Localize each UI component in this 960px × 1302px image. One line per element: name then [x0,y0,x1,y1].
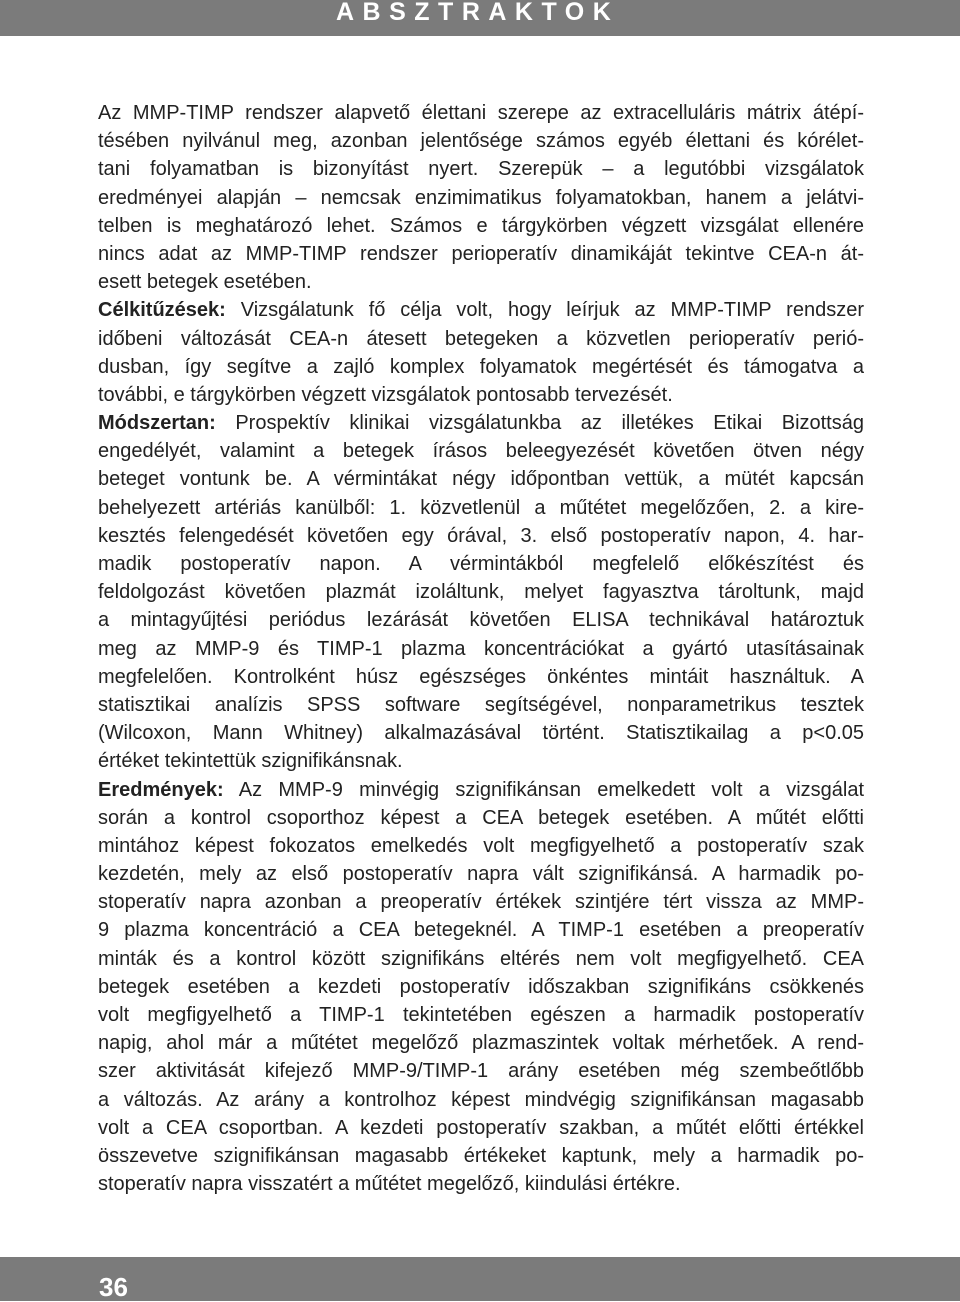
text-line: dusban, így segítve a zajló komplex folyamatok megértését és támogatva a [98,355,864,378]
text-line: madik postoperatív napon. A vérmintákból megfelelő előkészítést és [98,553,864,575]
text-line: meg az MMP-9 és TIMP-1 plazma koncentrációkat a gyártó utasításainak [98,637,864,660]
text-line: további, e tárgykörben végzett vizsgálatok pontosabb tervezését. [98,383,673,406]
text-line: mintához képest fokozatos emelkedés volt megfigyelhető a postoperatív szak [98,834,864,857]
text-line: statisztikai analízis SPSS software segítségével, nonparametrikus tesztek [98,693,864,716]
text-line: stoperatív napra azonban a preoperatív értékek szintjére tért vissza az MMP- [98,891,864,914]
text-line: Az MMP-TIMP rendszer alapvető élettani szerepe az extracelluláris mátrix átépí- [98,102,864,124]
text-line: beteget vontunk be. A vérmintákat négy időpontban vettük, a mütét kapcsán [98,468,864,491]
text-line [98,776,864,804]
methods-heading: Módszertan: [98,412,216,435]
text-run: Vizsgálatunk fő célja volt, hogy leírjuk az MMP-TIMP rendszer [225,299,864,322]
text-line: minták és a kontrol között szignifikáns eltérés nem volt megfigyelhető. CEA [98,947,864,970]
text-line: során a kontrol csoporthoz képest a CEA betegek esetében. A műtét előtti [98,806,864,829]
intro-paragraph [98,99,864,296]
footer-band [0,1257,960,1301]
text-run: Prospektív klinikai vizsgálatunkba az illetékes Etikai Bizottság [215,412,864,435]
text-line: időbeni változását CEA-n átesett betegeken a közvetlen perioperatív perió- [98,327,864,350]
text-line: engedélyét, valamint a betegek írásos beleegyezését követően ötven négy [98,440,864,463]
text-line: betegek esetében a kezdeti postoperatív időszakban szignifikáns csökkenés [98,975,864,998]
text-line: értéket tekintettük szignifikánsnak. [98,750,403,773]
text-line: feldolgozást követően plazmát izoláltunk, melyet fagyasztva tároltunk, majd [98,581,864,604]
text-line: kesztés felengedését követően egy órával, 3. első postoperatív napon, 4. har- [98,524,864,547]
text-line: esett betegek esetében. [98,271,312,294]
abstract-body [98,99,864,1198]
text-line: tésében nyilvánul meg, azonban jelentősége számos egyéb élettani és kórélet- [98,130,864,153]
text-line: összevetve szignifikánsan magasabb értékeket kaptunk, mely a harmadik po- [98,1144,864,1167]
text-line [98,409,864,437]
text-line: szer aktivitását kifejező MMP-9/TIMP-1 arány esetében még szembeőtlőbb [98,1060,864,1083]
text-run: Az MMP-9 minvégig szignifikánsan emelkedett volt a vizsgálat [223,778,864,801]
text-line: eredményei alapján – nemcsak enzimimatikus folyamatokban, hanem a jelátvi- [98,186,864,209]
text-line: telben is meghatározó lehet. Számos e tárgykörben végzett vizsgálat ellenére [98,214,864,237]
results-heading: Eredmények: [98,778,224,801]
section-title: ABSZTRAKTOK [336,0,620,26]
text-line: volt a CEA csoportban. A kezdeti postoperatív szakban, a műtét előtti értékkel [98,1116,864,1139]
text-line: nincs adat az MMP-TIMP rendszer perioperatív dinamikáját tekintve CEA-n át- [98,242,864,265]
text-line: kezdetén, mely az első postoperatív napra vált szignifikánsá. A harmadik po- [98,863,864,886]
text-line: a változás. Az arány a kontrolhoz képest mindvégig szignifikánsan magasabb [98,1088,864,1111]
text-line: stoperatív napra visszatért a műtétet megelőző, kiindulási értékre. [98,1173,681,1196]
text-line: a mintagyűjtési periódus lezárását követően ELISA technikával határoztuk [98,609,864,632]
text-line: (Wilcoxon, Mann Whitney) alkalmazásával történt. Statisztikailag a p<0.05 [98,722,864,745]
objectives-heading: Célkitűzések: [98,299,226,322]
text-line: volt megfigyelhető a TIMP-1 tekintetében egészen a harmadik postoperatív [98,1004,864,1026]
text-line: 9 plazma koncentráció a CEA betegeknél. A TIMP-1 esetében a preoperatív [98,919,864,942]
text-line: megfelelően. Kontrolként húsz egészséges önkéntes mintáit használtuk. A [98,665,864,688]
text-line: napig, ahol már a műtétet megelőző plazmaszintek voltak mérhetőek. A rend- [98,1032,864,1055]
text-line: behelyezett artériás kanülből: 1. közvetlenül a műtétet megelőzően, 2. a kire- [98,496,864,519]
objectives-paragraph [98,296,864,409]
text-line [98,296,864,324]
methods-paragraph [98,409,864,775]
text-line: tani folyamatban is bizonyítást nyert. Szerepük – a legutóbbi vizsgálatok [98,158,864,181]
page-number: 36 [99,1272,128,1302]
results-paragraph [98,776,864,1199]
